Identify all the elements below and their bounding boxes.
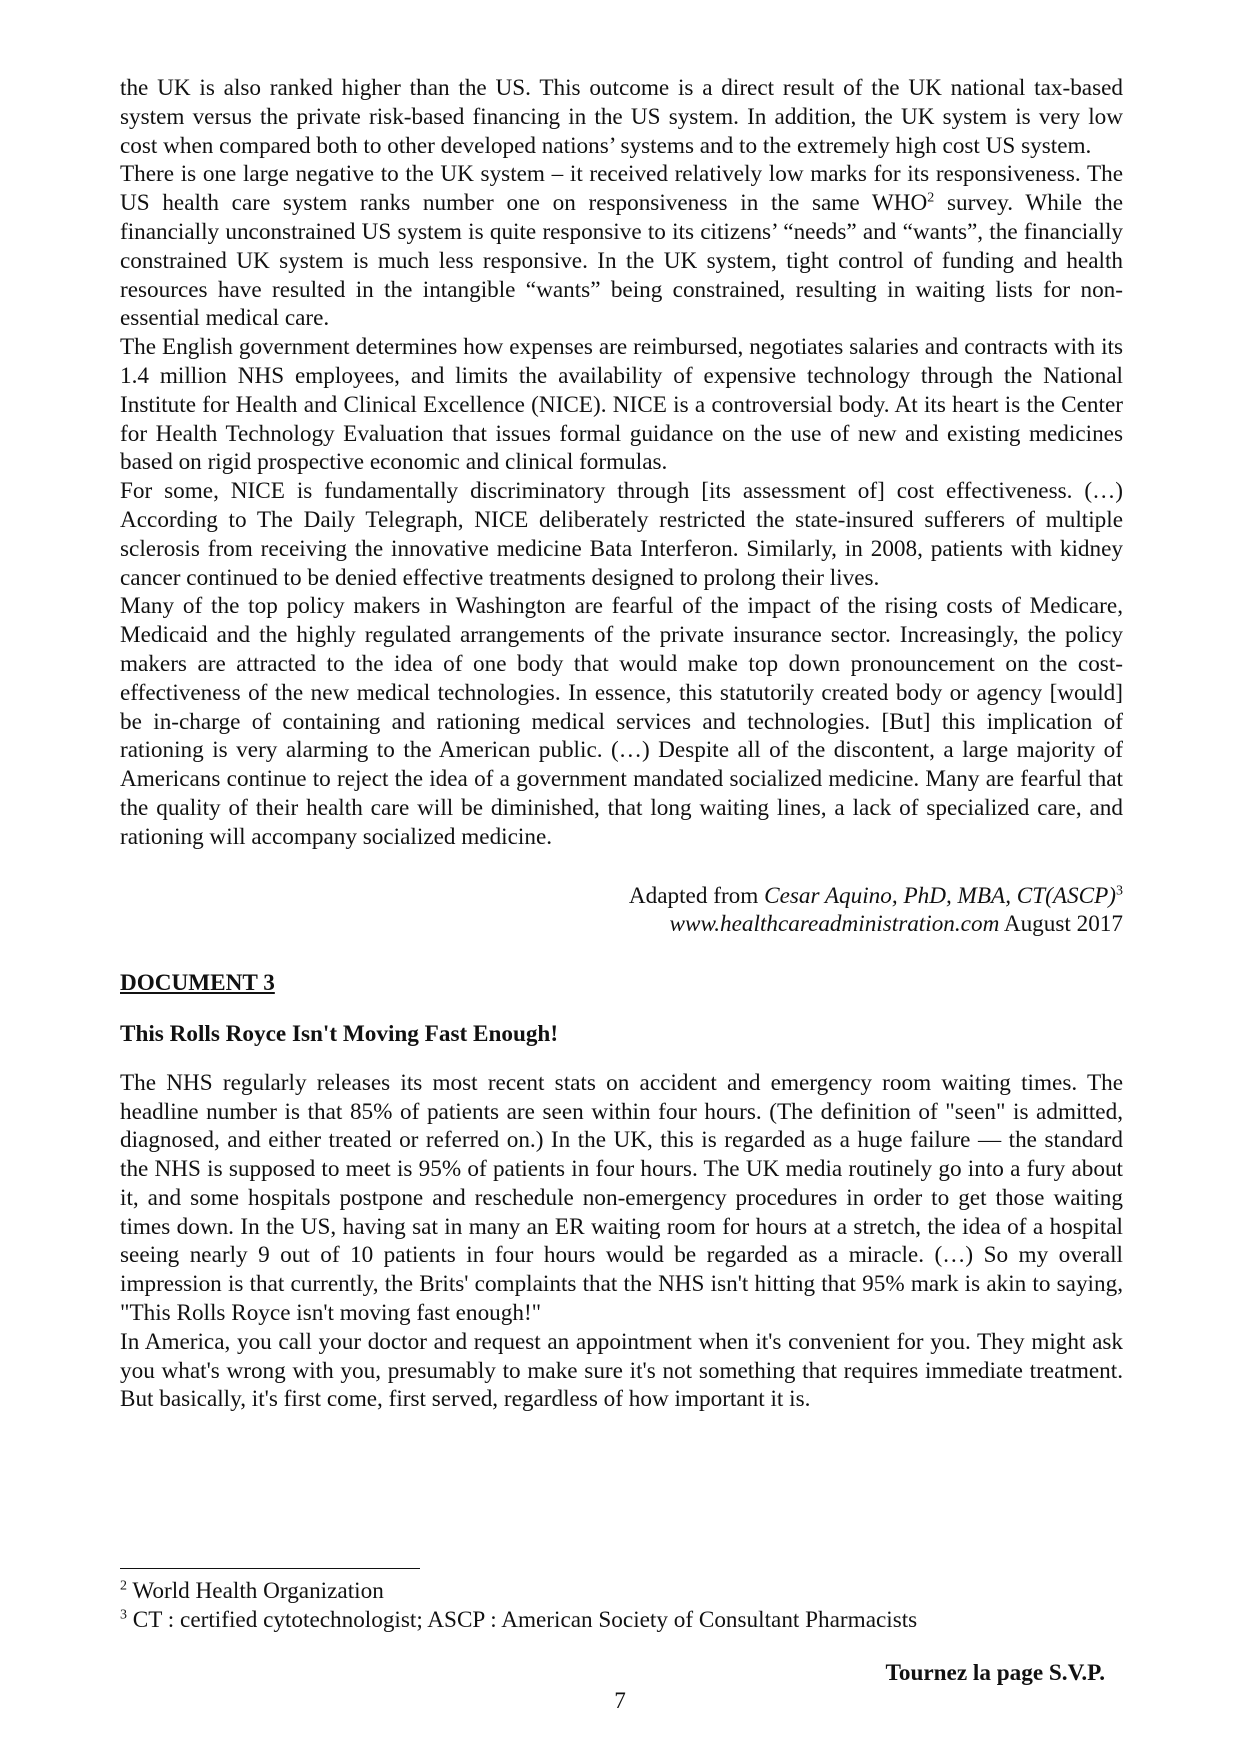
paragraph-uk-responsiveness-line2: responsiveness. The US health care system ranks number one on responsiveness in the same WHO — [120, 161, 1123, 217]
footnote-ref-2: 2 — [927, 190, 935, 206]
document-3-label: DOCUMENT 3 — [120, 970, 275, 997]
attribution-date: August 2017 — [999, 911, 1123, 938]
footnote-2-number: 2 — [120, 1578, 127, 1594]
paragraph-english-government: The English government determines how expenses are reimbursed, negotiates salaries and contracts with its 1.4 million NHS employees, and limits the availability of expensive technology through the National Institute for Health and Clinical Excellence (NICE). NICE is a controversial body. At its heart is the Center for Health Technology Evaluation that issues formal guidance on the use of new and existing medicines based on rigid prospective economic and clinical formulas. — [120, 334, 1123, 476]
footnote-2 — [120, 1577, 384, 1605]
paragraph-nhs-waiting-times: The NHS regularly releases its most recent stats on accident and emergency room waiting times. The headline number is that 85% of patients are seen within four hours. (The definition of "seen" is admitted, diagnosed, and either treated or referred on.) In the UK, this is regarded as a huge failure — the standard the NHS is supposed to meet is 95% of patients in four hours. The UK media routinely go into a fury about it, and some hospitals postpone and reschedule non-emergency procedures in order to get those waiting times down. In the US, having sat in many an ER waiting room for hours at a stretch, the idea of a hospital seeing nearly 9 out of 10 patients in four hours would be regarded as a miracle. (…) So my overall impression is that currently, the Brits' complaints that the NHS isn't hitting that 95% mark is akin to saying, "This Rolls Royce isn't moving fast enough!" — [120, 1069, 1123, 1327]
paragraph-nice-discrimination: For some, NICE is fundamentally discriminatory through [its assessment of] cost effectiveness. (…) According to The Daily Telegraph, NICE deliberately restricted the state-insured sufferers of multiple sclerosis from receiving the innovative medicine Bata Interferon. Similarly, in 2008, patients with kidney cancer continued to be denied effective treatments designed to prolong their lives. — [120, 478, 1123, 591]
attribution-author: Cesar Aquino, PhD, MBA, CT(ASCP) — [764, 882, 1116, 909]
footnote-3-text: CT : certified cytotechnologist; ASCP : American Society of Consultant Pharmacists — [127, 1607, 918, 1633]
attribution-line-2 — [120, 910, 1123, 939]
paragraph-washington-policy: Many of the top policy makers in Washington are fearful of the impact of the rising costs of Medicare, Medicaid and the highly regulated arrangements of the private insurance sector. Increasingly, the policy makers are attracted to the idea of one body that would make top down pronouncement on the cost-effectiveness of the new medical technologies. In essence, this statutorily created body or agency [would] be in-charge of containing and rationing medical services and technologies. [But] this implication of rationing is very alarming to the American public. (…) Despite all of the discontent, a large majority of Americans continue to reject the idea of a government mandated socialized medicine. Many are fearful that the quality of their health care will be diminished, that long waiting lines, a lack of specialized care, and rationing will accompany socialized medicine. — [120, 593, 1123, 850]
footnote-2-text: World Health Organization — [127, 1578, 384, 1604]
paragraph-america-appointment: In America, you call your doctor and request an appointment when it's convenient for you. They might ask you what's wrong with you, presumably to make sure it's not something that requires immediate treatment. But basically, it's first come, first served, regardless of how important it is. — [120, 1328, 1123, 1413]
paragraph-uk-ranking: the UK is also ranked higher than the US. This outcome is a direct result of the UK national tax-based system versus the private risk-based financing in the US system. In addition, the UK system is very low cost when compared both to other developed nations’ systems and to the extremely high cost US system. — [120, 75, 1123, 159]
page-body — [120, 74, 1123, 1414]
paragraph-uk-responsiveness — [120, 160, 1123, 333]
paragraph-uk-responsiveness-rest: survey. While the financially unconstrained US system is quite responsive to its citizens’ “needs” and “wants”, the financially constrained UK system is much less responsive. In the UK system, tight control of funding and health resources have resulted in the intangible “wants” being constrained, resulting in waiting lists for non-essential medical care. — [120, 190, 1123, 332]
page-number: 7 — [614, 1688, 626, 1714]
document-3-title: This Rolls Royce Isn't Moving Fast Enough! — [120, 1020, 559, 1047]
attribution-website: www.healthcareadministration.com — [669, 911, 1000, 938]
attribution-line-1 — [120, 882, 1123, 911]
turn-page-note: Tournez la page S.V.P. — [885, 1660, 1105, 1686]
footnote-3-number: 3 — [120, 1607, 127, 1623]
attribution-prefix: Adapted from — [628, 882, 765, 909]
footnote-3 — [120, 1606, 917, 1634]
footnote-ref-3: 3 — [1116, 882, 1123, 898]
footnote-divider — [120, 1568, 420, 1569]
paragraph-uk-responsiveness-start: There is one large negative to the UK system – it received relatively low marks for its — [120, 161, 930, 188]
